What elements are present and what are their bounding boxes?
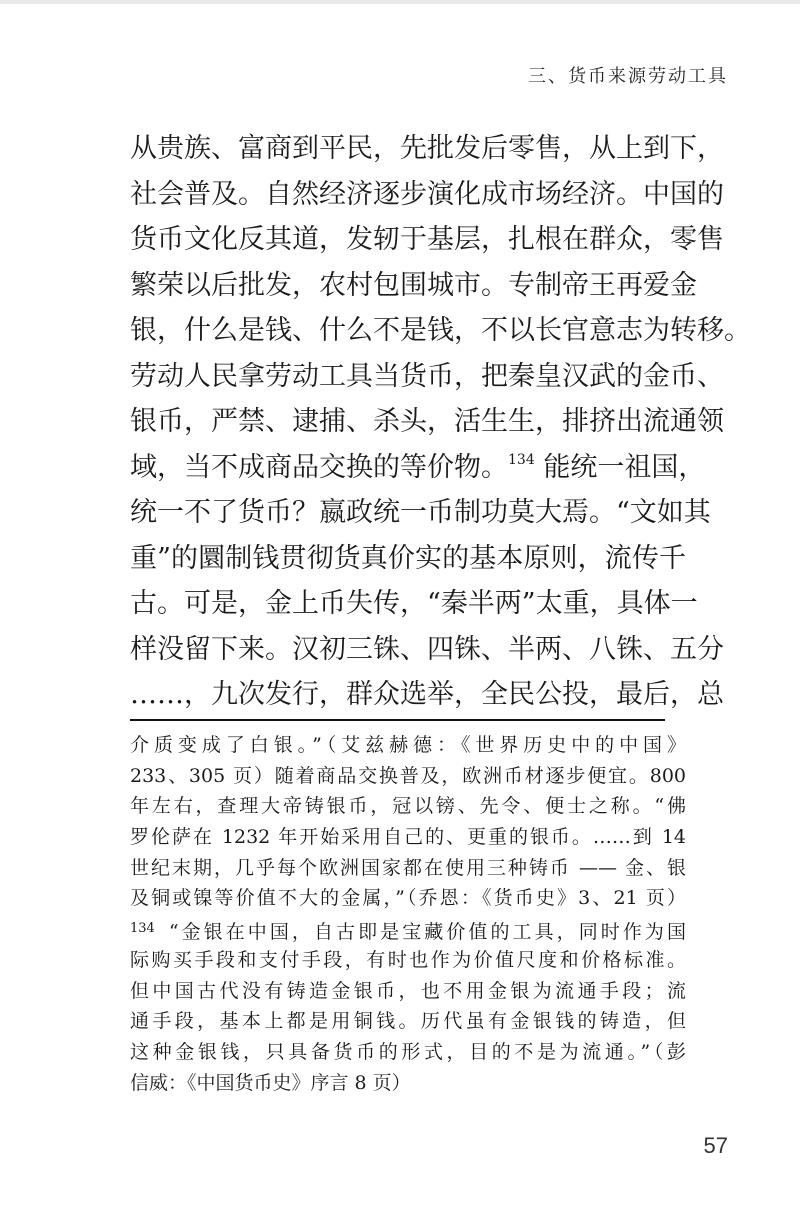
footnote-divider [130,719,665,721]
footnote-line: 但中国古代没有铸造金银币，也不用金银为流通手段；流 [130,979,686,1002]
footnote-line: 罗伦萨在 1232 年开始采用自己的、更重的银币。……到 14 [130,826,686,849]
body-line: 银币，严禁、逮捕、杀头，活生生，排挤出流通领 [130,406,724,437]
body-text-segment: 能统一祖国， [534,451,706,483]
running-head: 三、货币来源劳动工具 [528,66,728,87]
body-text [130,126,751,718]
footnote-line: 际购买手段和支付手段，有时也作为价值尺度和价格标准。 [130,948,686,971]
top-edge-shade [0,0,800,4]
footnote-line: 信威：《中国货币史》序言 8 页） [130,1071,411,1094]
footnote-line: 通手段，基本上都是用铜钱。历代虽有金银钱的铸造，但 [130,1010,686,1033]
body-line: 样没留下来。汉初三铢、四铢、半两、八铢、五分 [130,633,724,665]
page-number: 57 [703,1133,728,1158]
body-text-segment: 域，当不成商品交换的等价物。 [130,451,508,483]
footnote-line: 及铜或镍等价值不大的金属，”（乔恩：《货币史》3、21 页） [130,887,686,910]
body-line: 繁荣以后批发，农村包围城市。专制帝王再爱金 [130,269,697,301]
body-line-with-note [130,445,706,491]
footnote-line: 年左右，查理大帝铸银币，冠以镑、先令、便士之称。“佛 [130,795,686,818]
footnotes [130,730,686,1098]
footnote-number: 134 [130,921,155,937]
footnote-text: “金银在中国，自古即是宝藏价值的工具，同时作为国 [168,921,686,944]
footnote-line: 233、305 页）随着商品交换普及，欧洲币材逐步便宜。800 [130,764,686,787]
body-line: 从贵族、富商到平民，先批发后零售，从上到下， [130,133,724,164]
body-line: 重”的圜制钱贯彻货真价实的基本原则，流传千 [130,542,686,574]
body-line: 货币文化反其道，发轫于基层，扎根在群众，零售 [130,224,724,255]
body-line: 劳动人民拿劳动工具当货币，把秦皇汉武的金币、 [130,360,724,392]
footnote-line: 这种金银钱，只具备货币的形式，目的不是为流通。”（彭 [130,1040,686,1063]
footnote-line: 世纪末期，几乎每个欧洲国家都在使用三种铸币 —— 金、银 [130,856,686,879]
body-line: 银，什么是钱、什么不是钱，不以长官意志为转移。 [130,315,751,346]
body-line: 统一不了货币？嬴政统一币制功莫大焉。“文如其 [130,497,711,528]
body-line: 社会普及。自然经济逐步演化成市场经济。中国的 [130,178,724,210]
body-line: ……，九次发行，群众选举，全民公投，最后，总 [130,679,724,710]
footnote-line: 介质变成了白银。”（艾兹赫德：《世界历史中的中国》 [130,734,686,756]
footnote-reference[interactable]: 134 [508,451,535,468]
body-line: 古。可是，金上币失传，“秦半两”太重，具体一 [130,588,698,619]
footnote-134-first-line [130,914,686,945]
